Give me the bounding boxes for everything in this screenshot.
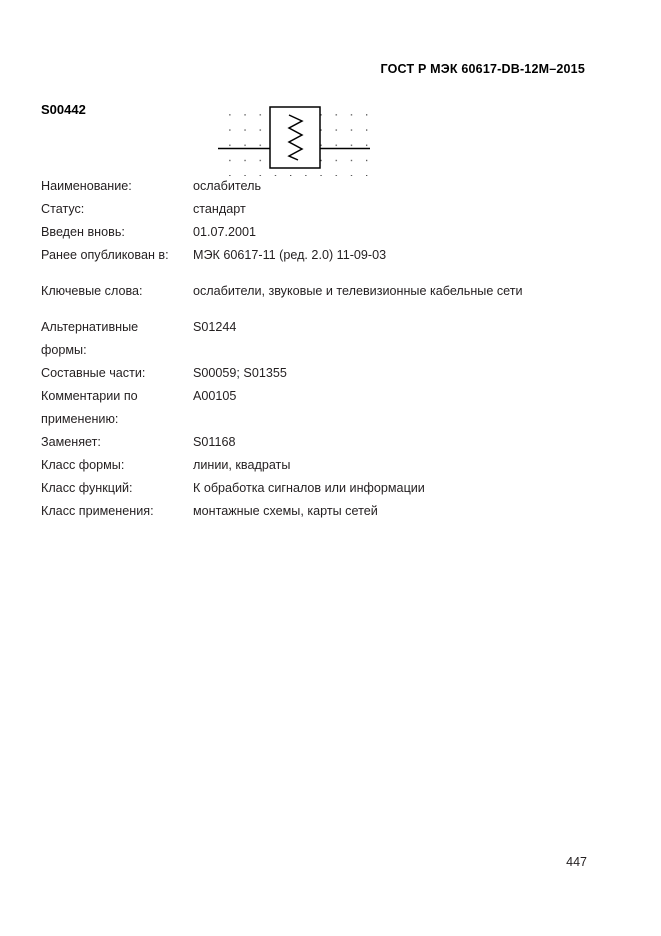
property-label: Класс применения: bbox=[41, 504, 154, 518]
property-label: Статус: bbox=[41, 202, 85, 216]
property-value: A00105 bbox=[193, 389, 237, 403]
property-value: стандарт bbox=[193, 202, 246, 216]
property-label: Заменяет: bbox=[41, 435, 101, 449]
property-value: монтажные схемы, карты сетей bbox=[193, 504, 378, 518]
table-row bbox=[41, 283, 601, 306]
property-value: К обработка сигналов или информации bbox=[193, 481, 425, 495]
property-label: Класс функций: bbox=[41, 481, 133, 495]
table-row bbox=[41, 388, 601, 411]
page-number: 447 bbox=[566, 855, 587, 869]
table-row bbox=[41, 247, 601, 270]
property-value: S01244 bbox=[193, 320, 237, 334]
attenuator-symbol bbox=[214, 99, 374, 179]
table-row bbox=[41, 319, 601, 342]
table-row bbox=[41, 224, 601, 247]
symbol-graphic bbox=[214, 99, 374, 179]
symbol-properties-table bbox=[41, 178, 601, 526]
property-value: ослабители, звуковые и телевизионные кабельные сети bbox=[193, 284, 523, 298]
property-label: Ключевые слова: bbox=[41, 284, 143, 298]
table-row bbox=[41, 201, 601, 224]
property-label: Наименование: bbox=[41, 179, 132, 193]
table-row-continuation bbox=[41, 411, 601, 434]
property-value: ослабитель bbox=[193, 179, 262, 193]
property-label-continuation: формы: bbox=[41, 343, 87, 357]
property-value: 01.07.2001 bbox=[193, 225, 257, 239]
property-label: Составные части: bbox=[41, 366, 146, 380]
document-header-standard-title: ГОСТ Р МЭК 60617-DB-12M–2015 bbox=[380, 62, 585, 76]
property-label: Ранее опубликован в: bbox=[41, 248, 169, 262]
property-label-continuation: применению: bbox=[41, 412, 119, 426]
property-label: Альтернативные bbox=[41, 320, 139, 334]
property-value: МЭК 60617-11 (ред. 2.0) 11-09-03 bbox=[193, 248, 387, 262]
table-row bbox=[41, 434, 601, 457]
table-row-continuation bbox=[41, 342, 601, 365]
table-row bbox=[41, 503, 601, 526]
page-title: S00442 bbox=[41, 102, 86, 117]
property-value: линии, квадраты bbox=[193, 458, 291, 472]
table-row bbox=[41, 178, 601, 201]
property-label: Комментарии по bbox=[41, 389, 138, 403]
table-row bbox=[41, 365, 601, 388]
table-row bbox=[41, 480, 601, 503]
property-label: Введен вновь: bbox=[41, 225, 125, 239]
property-value: S01168 bbox=[193, 435, 236, 449]
property-value: S00059; S01355 bbox=[193, 366, 287, 380]
property-label: Класс формы: bbox=[41, 458, 125, 472]
table-row bbox=[41, 457, 601, 480]
